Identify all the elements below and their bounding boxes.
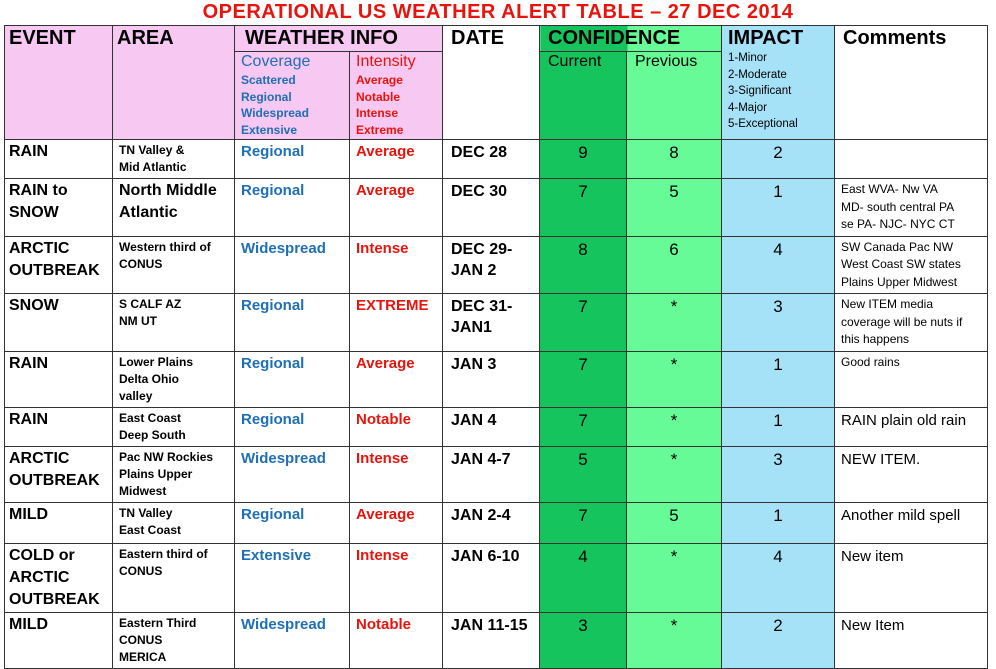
table-row: [5, 351, 988, 407]
event-cell: RAIN to SNOW: [5, 179, 113, 237]
table-row: [5, 179, 988, 237]
table-row: [5, 407, 988, 446]
header-impact: [722, 26, 835, 140]
area-cell: TN Valley East Coast: [113, 502, 235, 543]
coverage-cell: Widespread: [235, 612, 350, 668]
confidence-previous-cell: 5: [627, 179, 722, 237]
date-cell: JAN 4-7: [443, 446, 540, 502]
header-intensity: [350, 52, 443, 140]
impact-cell: 1: [722, 179, 835, 237]
intensity-cell: Notable: [350, 612, 443, 668]
confidence-previous-cell: *: [627, 351, 722, 407]
event-cell: RAIN: [5, 351, 113, 407]
comments-cell: RAIN plain old rain: [835, 407, 988, 446]
header-previous: Previous: [627, 52, 722, 140]
header-comments: Comments: [835, 26, 988, 140]
impact-cell: 1: [722, 407, 835, 446]
event-cell: ARCTIC OUTBREAK: [5, 446, 113, 502]
table-row: [5, 543, 988, 612]
comments-cell: New ITEM media coverage will be nuts if this happens: [835, 294, 988, 352]
comments-cell: SW Canada Pac NW West Coast SW states Plains Upper Midwest: [835, 236, 988, 294]
date-cell: JAN 6-10: [443, 543, 540, 612]
confidence-current-cell: 9: [540, 140, 627, 179]
comments-cell: New item: [835, 543, 988, 612]
table-row: [5, 612, 988, 668]
coverage-scale-list: Scattered Regional Widespread Extensive: [241, 73, 309, 137]
impact-cell: 3: [722, 294, 835, 352]
confidence-current-cell: 7: [540, 294, 627, 352]
confidence-current-cell: 3: [540, 612, 627, 668]
weather-alert-table: [4, 25, 988, 669]
coverage-cell: Regional: [235, 502, 350, 543]
date-cell: DEC 30: [443, 179, 540, 237]
area-cell: East Coast Deep South: [113, 407, 235, 446]
confidence-current-cell: 7: [540, 407, 627, 446]
intensity-cell: Intense: [350, 543, 443, 612]
event-cell: RAIN: [5, 407, 113, 446]
coverage-cell: Regional: [235, 179, 350, 237]
date-cell: JAN 3: [443, 351, 540, 407]
area-cell: North Middle Atlantic: [113, 179, 235, 237]
comments-cell: NEW ITEM.: [835, 446, 988, 502]
impact-cell: 1: [722, 502, 835, 543]
intensity-cell: Intense: [350, 446, 443, 502]
event-cell: COLD or ARCTIC OUTBREAK: [5, 543, 113, 612]
header-date: DATE: [443, 26, 540, 140]
comments-cell: New Item: [835, 612, 988, 668]
impact-cell: 4: [722, 236, 835, 294]
header-area: AREA: [113, 26, 235, 140]
area-cell: Lower Plains Delta Ohio valley: [113, 351, 235, 407]
intensity-cell: Average: [350, 179, 443, 237]
comments-cell: Another mild spell: [835, 502, 988, 543]
confidence-previous-cell: *: [627, 407, 722, 446]
intensity-scale-list: Average Notable Intense Extreme: [356, 73, 404, 137]
date-cell: DEC 31- JAN1: [443, 294, 540, 352]
table-row: [5, 236, 988, 294]
confidence-current-cell: 4: [540, 543, 627, 612]
coverage-cell: Widespread: [235, 236, 350, 294]
impact-cell: 2: [722, 140, 835, 179]
coverage-cell: Regional: [235, 294, 350, 352]
area-cell: Western third of CONUS: [113, 236, 235, 294]
impact-scale-list: 1-Minor 2-Moderate 3-Significant 4-Major 5-Exceptional: [728, 52, 798, 130]
coverage-label: Coverage: [241, 53, 311, 70]
header-coverage: [235, 52, 350, 140]
date-cell: JAN 2-4: [443, 502, 540, 543]
header-impact-label: IMPACT: [728, 27, 804, 49]
area-cell: Pac NW Rockies Plains Upper Midwest: [113, 446, 235, 502]
confidence-current-cell: 7: [540, 502, 627, 543]
header-confidence: CONFIDENCE: [540, 26, 722, 52]
date-cell: DEC 29- JAN 2: [443, 236, 540, 294]
impact-cell: 2: [722, 612, 835, 668]
intensity-cell: EXTREME: [350, 294, 443, 352]
page-title: OPERATIONAL US WEATHER ALERT TABLE – 27 DEC 2014: [202, 1, 794, 23]
table-row: [5, 502, 988, 543]
event-cell: RAIN: [5, 140, 113, 179]
header-row-top: [5, 26, 988, 52]
confidence-current-cell: 7: [540, 179, 627, 237]
table-row: [5, 446, 988, 502]
intensity-label: Intensity: [356, 53, 416, 70]
confidence-previous-cell: *: [627, 446, 722, 502]
event-cell: MILD: [5, 502, 113, 543]
event-cell: ARCTIC OUTBREAK: [5, 236, 113, 294]
date-cell: JAN 4: [443, 407, 540, 446]
impact-cell: 4: [722, 543, 835, 612]
coverage-cell: Regional: [235, 351, 350, 407]
table-row: [5, 294, 988, 352]
confidence-previous-cell: 5: [627, 502, 722, 543]
intensity-cell: Intense: [350, 236, 443, 294]
impact-cell: 3: [722, 446, 835, 502]
comments-cell: [835, 140, 988, 179]
area-cell: Eastern Third CONUS MERICA: [113, 612, 235, 668]
coverage-cell: Regional: [235, 407, 350, 446]
area-cell: Eastern third of CONUS: [113, 543, 235, 612]
confidence-previous-cell: 8: [627, 140, 722, 179]
coverage-cell: Regional: [235, 140, 350, 179]
confidence-previous-cell: *: [627, 294, 722, 352]
impact-cell: 1: [722, 351, 835, 407]
header-event: EVENT: [5, 26, 113, 140]
date-cell: DEC 28: [443, 140, 540, 179]
coverage-cell: Widespread: [235, 446, 350, 502]
confidence-current-cell: 8: [540, 236, 627, 294]
header-weather-info: WEATHER INFO: [235, 26, 443, 52]
date-cell: JAN 11-15: [443, 612, 540, 668]
area-cell: S CALF AZ NM UT: [113, 294, 235, 352]
confidence-previous-cell: 6: [627, 236, 722, 294]
confidence-current-cell: 7: [540, 351, 627, 407]
confidence-previous-cell: *: [627, 543, 722, 612]
event-cell: MILD: [5, 612, 113, 668]
confidence-previous-cell: *: [627, 612, 722, 668]
header-current: Current: [540, 52, 627, 140]
comments-cell: East WVA- Nw VA MD- south central PA se PA- NJC- NYC CT: [835, 179, 988, 237]
intensity-cell: Notable: [350, 407, 443, 446]
area-cell: TN Valley & Mid Atlantic: [113, 140, 235, 179]
confidence-current-cell: 5: [540, 446, 627, 502]
intensity-cell: Average: [350, 502, 443, 543]
coverage-cell: Extensive: [235, 543, 350, 612]
event-cell: SNOW: [5, 294, 113, 352]
intensity-cell: Average: [350, 140, 443, 179]
table-row: [5, 140, 988, 179]
intensity-cell: Average: [350, 351, 443, 407]
comments-cell: Good rains: [835, 351, 988, 407]
